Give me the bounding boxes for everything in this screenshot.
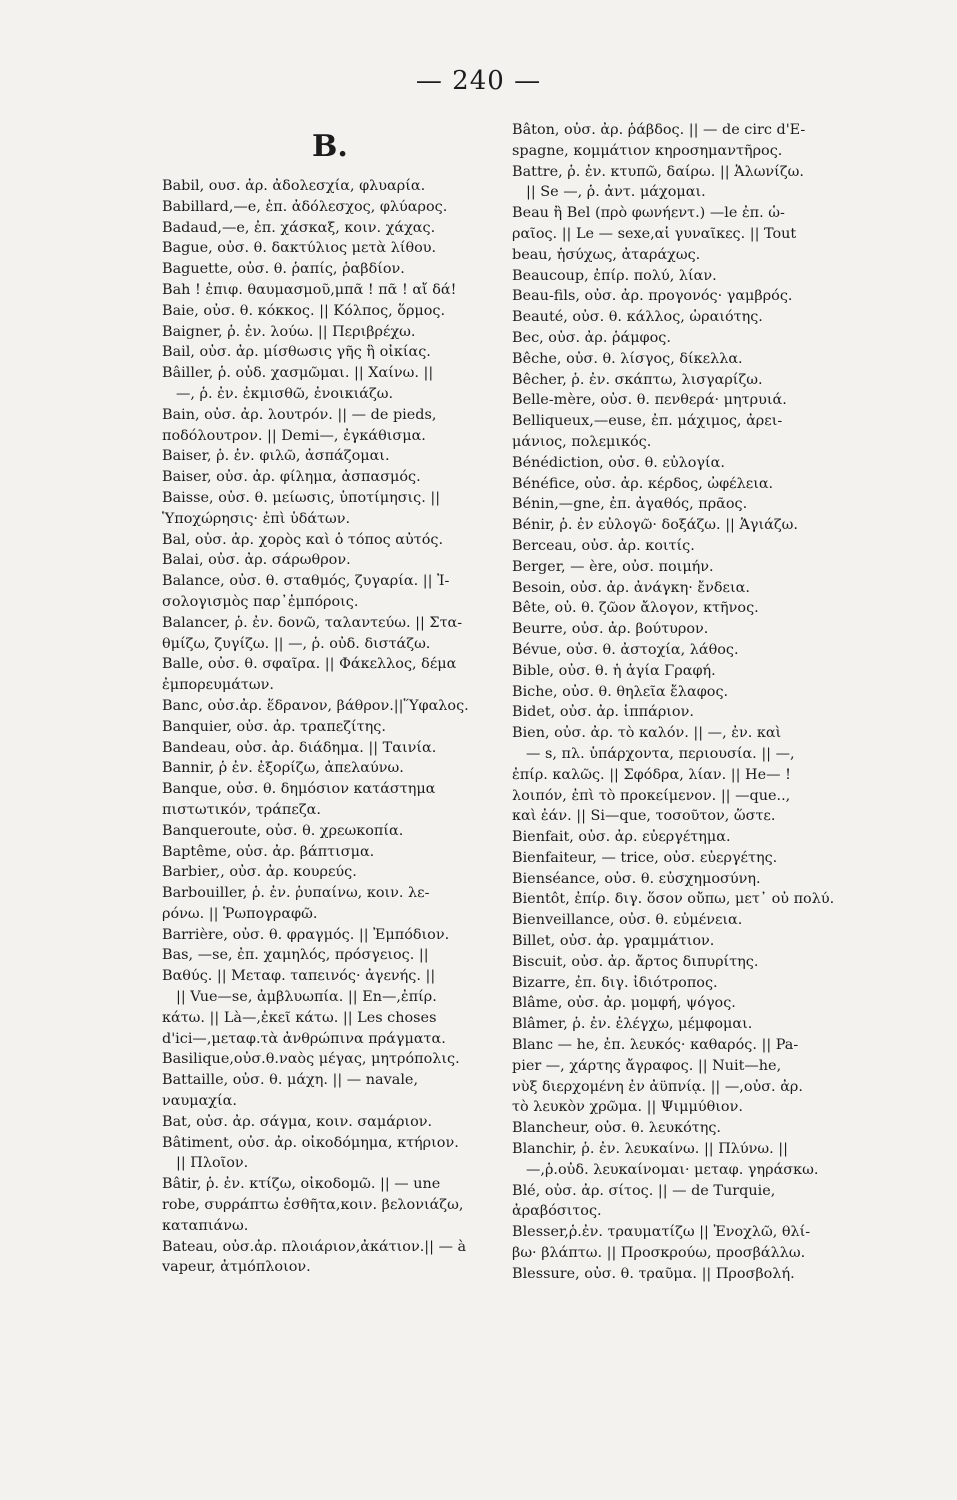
dictionary-line: Bienséance, οὐσ. θ. εὐσχημοσύνη.	[512, 870, 761, 887]
dictionary-line: Battre, ῥ. ἐν. κτυπῶ, δαίρω. || Ἁλωνίζω.	[512, 163, 804, 180]
dictionary-line: Bateau, οὐσ.ἀρ. πλοιάριον,ἀκάτιον.|| — à	[162, 1238, 467, 1255]
dictionary-line: Berceau, οὐσ. ἀρ. κοιτίς.	[512, 537, 695, 554]
dictionary-line: Beauté, οὐσ. θ. κάλλος, ὡραιότης.	[512, 309, 763, 326]
dictionary-line: Ὑποχώρησις· ἐπὶ ὑδάτων.	[162, 510, 351, 527]
dictionary-line: Bal, οὐσ. ἀρ. χορὸς καὶ ὁ τόπος αὐτός.	[162, 531, 444, 548]
dictionary-line: || Se —, ῥ. ἀντ. μάχομαι.	[526, 184, 706, 201]
dictionary-line: Bandeau, οὐσ. ἀρ. διάδημα. || Ταινία.	[162, 739, 437, 756]
dictionary-line: Blanc — he, ἐπ. λευκός· καθαρός. || Pa-	[512, 1037, 799, 1054]
dictionary-line: βω· βλάπτω. || Προσκρούω, προσβάλλω.	[512, 1245, 806, 1262]
dictionary-line: Blâme, οὐσ. ἀρ. μομφή, ψόγος.	[512, 995, 736, 1012]
dictionary-line: Beaucoup, ἐπίρ. πολύ, λίαν.	[512, 267, 717, 284]
dictionary-line: Babillard,—e, ἐπ. ἀδόλεσχος, φλύαρος.	[162, 198, 448, 215]
dictionary-line: Bénédiction, οὐσ. θ. εὐλογία.	[512, 454, 725, 471]
dictionary-line: κάτω. || Là—,ἐκεῖ κάτω. || Les choses	[162, 1009, 437, 1026]
dictionary-line: ἐπίρ. καλῶς. || Σφόδρα, λίαν. || He— !	[512, 766, 791, 783]
dictionary-line: Baiser, οὐσ. ἀρ. φίλημα, ἀσπασμός.	[162, 469, 421, 486]
dictionary-line: Bienfaiteur, — trice, οὐσ. εὐεργέτης.	[512, 849, 778, 866]
dictionary-line: ἐμπορευμάτων.	[162, 677, 274, 694]
dictionary-line: Beau ἢ Bel (πρὸ φωνήεντ.) —le ἐπ. ὡ-	[512, 205, 785, 222]
dictionary-line: Balance, οὐσ. θ. σταθμός, ζυγαρία. || Ἰ-	[162, 573, 450, 590]
dictionary-line: ἀραβόσιτος.	[512, 1203, 602, 1220]
dictionary-line: Bête, οὐ. θ. ζῶον ἄλογον, κτῆνος.	[512, 600, 759, 617]
dictionary-line: Bain, οὐσ. ἀρ. λουτρόν. || — de pieds,	[162, 406, 437, 423]
dictionary-line: Basilique,οὐσ.θ.ναὸς μέγας, μητρόπολις.	[162, 1051, 460, 1068]
dictionary-line: Bienfait, οὐσ. ἀρ. εὐεργέτημα.	[512, 829, 731, 846]
dictionary-line: Barbier,, οὐσ. ἀρ. κουρεύς.	[162, 864, 357, 881]
dictionary-line: Besoin, οὐσ. ἀρ. ἀνάγκη· ἔνδεια.	[512, 579, 750, 596]
dictionary-line: Baie, οὐσ. θ. κόκκος. || Κόλπος, ὅρμος.	[162, 302, 446, 319]
dictionary-line: — s, πλ. ὑπάρχοντα, περιουσία. || —,	[526, 745, 795, 762]
dictionary-line: Banc, οὐσ.ἀρ. ἕδρανον, βάθρον.||Ὕφαλος.	[162, 697, 469, 714]
dictionary-line: ποδόλουτρον. || Demi—, ἐγκάθισμα.	[162, 427, 426, 444]
dictionary-line: —, ῥ. ἐν. ἐκμισθῶ, ἐνοικιάζω.	[176, 385, 394, 402]
dictionary-line: Bâton, οὐσ. ἀρ. ῥάβδος. || — de circ d'E-	[512, 122, 806, 138]
dictionary-line: Balancer, ῥ. ἐν. δονῶ, ταλαντεύω. || Στα-	[162, 614, 463, 631]
dictionary-line: καταπιάνω.	[162, 1217, 249, 1234]
dictionary-line: Balle, οὐσ. θ. σφαῖρα. || Φάκελλος, δέμα	[162, 656, 457, 673]
dictionary-line: Battaille, οὐσ. θ. μάχη. || — navale,	[162, 1072, 419, 1089]
dictionary-line: pier —, χάρτης ἄγραφος. || Nuit—he,	[512, 1057, 782, 1074]
dictionary-line: d'ici—,μεταφ.τὰ ἀνθρώπινα πράγματα.	[162, 1030, 446, 1047]
dictionary-line: Baiser, ῥ. ἐν. φιλῶ, ἀσπάζομαι.	[162, 448, 390, 465]
dictionary-line: Blesser,ῥ.ἐν. τραυματίζω || Ἐνοχλῶ, θλί-	[512, 1224, 811, 1241]
dictionary-line: Bénin,—gne, ἐπ. ἀγαθός, πρᾶος.	[512, 496, 748, 513]
dictionary-line: Beau-fils, οὐσ. ἀρ. προγονός· γαμβρός.	[512, 288, 793, 305]
dictionary-line: Bidet, οὐσ. ἀρ. ἱππάριον.	[512, 704, 694, 721]
dictionary-line: Blessure, οὐσ. θ. τραῦμα. || Προσβολή.	[512, 1265, 795, 1282]
dictionary-line: Belliqueux,—euse, ἐπ. μάχιμος, ἀρει-	[512, 413, 783, 430]
dictionary-line: Bévue, οὐσ. θ. ἀστοχία, λάθος.	[512, 641, 739, 658]
dictionary-line: beau, ἡσύχως, ἀταράχως.	[512, 246, 701, 263]
dictionary-line: Barbouiller, ῥ. ἐν. ῥυπαίνω, κοιν. λε-	[162, 885, 430, 902]
dictionary-line: ραῖος. || Le — sexe,αἱ γυναῖκες. || Tout	[512, 225, 797, 242]
dictionary-line: νὺξ διερχομένη ἐν ἀϋπνίᾳ. || —,οὐσ. ἀρ.	[512, 1078, 803, 1095]
dictionary-line: Baguette, οὐσ. θ. ῥαπίς, ῥαβδίον.	[162, 261, 405, 278]
dictionary-line: vapeur, ἀτμόπλοιον.	[162, 1259, 311, 1276]
dictionary-line: Balai, οὐσ. ἀρ. σάρωθρον.	[162, 552, 351, 569]
dictionary-line: || Πλοῖον.	[176, 1155, 249, 1172]
dictionary-line: Biscuit, οὐσ. ἀρ. ἄρτος διπυρίτης.	[512, 953, 759, 970]
dictionary-line: Blé, οὐσ. ἀρ. σίτος. || — de Turquie,	[512, 1182, 776, 1199]
dictionary-line: || Vue—se, ἀμβλυωπία. || En—,ἐπίρ.	[176, 989, 437, 1006]
dictionary-line: Billet, οὐσ. ἀρ. γραμμάτιον.	[512, 933, 715, 950]
dictionary-line: σολογισμὸς παρ᾽ἐμπόροις.	[162, 593, 359, 610]
dictionary-line: λοιπόν, ἐπὶ τὸ προκείμενον. || —que..,	[512, 787, 791, 804]
dictionary-line: Baigner, ῥ. ἐν. λούω. || Περιβρέχω.	[162, 323, 416, 340]
dictionary-line: Bien, οὐσ. ἀρ. τὸ καλόν. || —, ἐν. καὶ	[512, 725, 782, 742]
dictionary-line: Biche, οὐσ. θ. θηλεῖα ἔλαφος.	[512, 683, 729, 700]
dictionary-line: Baisse, οὐσ. θ. μείωσις, ὑποτίμησις. ||	[162, 489, 441, 506]
dictionary-line: Bienveillance, οὐσ. θ. εὐμένεια.	[512, 912, 743, 929]
dictionary-line: ναυμαχία.	[162, 1093, 237, 1110]
dictionary-line: μάνιος, πολεμικός.	[512, 433, 652, 450]
dictionary-line: Blanchir, ῥ. ἐν. λευκαίνω. || Πλύνω. ||	[512, 1141, 788, 1158]
dictionary-line: —,ῥ.οὐδ. λευκαίνομαι· μεταφ. γηράσκω.	[526, 1161, 819, 1178]
dictionary-line: Barrière, οὐσ. θ. φραγμός. || Ἐμπόδιον.	[162, 926, 450, 943]
dictionary-line: Bénéfice, οὐσ. ἀρ. κέρδος, ὠφέλεια.	[512, 475, 774, 492]
dictionary-line: Banque, οὐσ. θ. δημόσιον κατάστημα	[162, 781, 436, 798]
dictionary-line: Belle-mère, οὐσ. θ. πενθερά· μητρυιά.	[512, 392, 787, 409]
dictionary-line: Bec, οὐσ. ἀρ. ῥάμφος.	[512, 329, 671, 346]
dictionary-line: robe, συρράπτω ἐσθῆτα,κοιν. βελονιάζω,	[162, 1197, 464, 1214]
page-number: — 240 —	[415, 66, 542, 96]
dictionary-line: Bannir, ῥ ἐν. ἐξορίζω, ἀπελαύνω.	[162, 760, 404, 777]
right-column	[512, 120, 842, 1285]
dictionary-line: ρόνω. || Ῥωπογραφῶ.	[162, 905, 318, 922]
dictionary-line: Bat, οὐσ. ἀρ. σάγμα, κοιν. σαμάριον.	[162, 1113, 433, 1130]
dictionary-line: Bâtiment, οὐσ. ἀρ. οἰκοδόμημα, κτήριον.	[162, 1134, 459, 1151]
dictionary-line: Blancheur, οὐσ. θ. λευκότης.	[512, 1120, 721, 1137]
dictionary-line: Banquier, οὐσ. ἀρ. τραπεζίτης.	[162, 718, 386, 735]
dictionary-line: Bientôt, ἐπίρ. διγ. ὅσον οὔπω, μετ᾽ οὐ πολύ.	[512, 891, 835, 908]
dictionary-line: Bas, —se, ἐπ. χαμηλός, πρόσγειος. ||	[162, 947, 429, 964]
dictionary-line: τὸ λευκὸν χρῶμα. || Ψιμμύθιον.	[512, 1099, 743, 1116]
dictionary-line: Bague, οὐσ. θ. δακτύλιος μετὰ λίθου.	[162, 240, 437, 257]
dictionary-line: Bêcher, ῥ. ἐν. σκάπτω, λισγαρίζω.	[512, 371, 763, 388]
dictionary-line: Bêche, οὐσ. θ. λίσγος, δίκελλα.	[512, 350, 743, 367]
dictionary-line: Blâmer, ῥ. ἐν. ἐλέγχω, μέμφομαι.	[512, 1016, 753, 1033]
dictionary-line: Bâiller, ῥ. οὐδ. χασμῶμαι. || Χαίνω. ||	[162, 365, 434, 382]
dictionary-line: πιστωτικόν, τράπεζα.	[162, 801, 321, 818]
dictionary-line: Badaud,—e, ἐπ. χάσκαξ, κοιν. χάχας.	[162, 219, 436, 236]
dictionary-line: Baptême, οὐσ. ἀρ. βάπτισμα.	[162, 843, 375, 860]
dictionary-line: καὶ ἐάν. || Si—que, τοσοῦτον, ὥστε.	[512, 808, 776, 825]
dictionary-line: spagne, κομμάτιον κηροσημαντῆρος.	[512, 142, 783, 159]
dictionary-line: Bâtir, ῥ. ἐν. κτίζω, οἰκοδομῶ. || — une	[162, 1176, 441, 1193]
dictionary-line: Bah ! ἐπιφ. θαυμασμοῦ,μπᾶ ! πᾶ ! αἴ δά!	[162, 281, 457, 298]
dictionary-line: Bizarre, ἐπ. διγ. ἰδιότροπος.	[512, 974, 718, 991]
dictionary-line: Beurre, οὐσ. ἀρ. βούτυρον.	[512, 621, 709, 638]
dictionary-line: Berger, — ère, οὐσ. ποιμήν.	[512, 558, 714, 575]
dictionary-line: Βαθύς. || Μεταφ. ταπεινός· ἀγενής. ||	[162, 968, 436, 985]
left-column	[162, 118, 502, 1278]
dictionary-line: Bible, οὐσ. θ. ἡ ἁγία Γραφή.	[512, 662, 716, 679]
dictionary-line: θμίζω, ζυγίζω. || —, ῥ. οὐδ. διστάζω.	[162, 635, 431, 652]
dictionary-line: Babil, ουσ. ἀρ. ἀδολεσχία, φλυαρία.	[162, 178, 426, 194]
dictionary-line: Bail, οὐσ. ἀρ. μίσθωσις γῆς ἢ οἰκίας.	[162, 344, 431, 361]
section-letter: B.	[312, 129, 348, 164]
dictionary-line: Bénir, ῥ. ἐν εὐλογῶ· δοξάζω. || Ἁγιάζω.	[512, 517, 798, 534]
dictionary-line: Banqueroute, οὐσ. θ. χρεωκοπία.	[162, 822, 404, 839]
